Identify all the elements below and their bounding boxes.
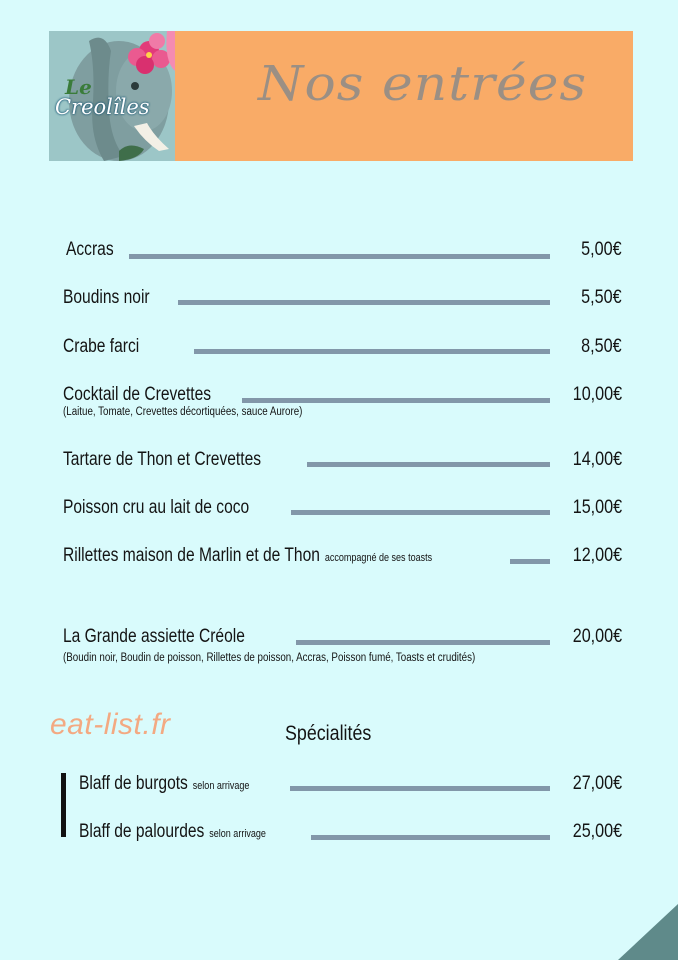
menu-item-price: 8,50€ [581, 336, 622, 357]
section-title-specialites: Spécialités [285, 722, 372, 745]
leader-line [307, 462, 550, 467]
menu-item [63, 283, 622, 313]
menu-item-name [63, 545, 432, 567]
logo-text-name: Creolîles [55, 95, 150, 119]
menu-item-price: 15,00€ [572, 497, 622, 518]
menu-item-name: Accras [66, 239, 114, 260]
menu-item [63, 445, 622, 475]
specialites-marker [61, 773, 66, 837]
menu-item-name: Boudins noir [63, 287, 150, 308]
leader-line [194, 349, 550, 354]
menu-item-note: accompagné de ses toasts [324, 552, 433, 564]
specialite-price: 27,00€ [572, 773, 622, 794]
leader-line [129, 254, 550, 259]
specialite-name [79, 773, 249, 795]
specialite-name [79, 821, 266, 843]
menu-item [63, 541, 622, 571]
menu-item-name-text: Rillettes maison de Marlin et de Thon [63, 545, 320, 566]
menu-item-price: 14,00€ [572, 449, 622, 470]
menu-item-price: 20,00€ [572, 626, 622, 647]
menu-item-price: 10,00€ [572, 384, 622, 405]
specialite-item [79, 769, 622, 799]
specialite-note: selon arrivage [192, 780, 250, 792]
menu-item [63, 622, 622, 652]
specialite-name-text: Blaff de palourdes [79, 821, 205, 842]
watermark: eat-list.fr [50, 708, 171, 741]
specialite-name-text: Blaff de burgots [79, 773, 188, 794]
menu-item [63, 235, 622, 265]
specialite-price: 25,00€ [572, 821, 622, 842]
menu-item-price: 5,50€ [581, 287, 622, 308]
page-title: Nos entrées [258, 56, 588, 112]
menu-item-price: 5,00€ [581, 239, 622, 260]
menu-item-name: Cocktail de Crevettes [63, 384, 212, 405]
menu-item-price: 12,00€ [572, 545, 622, 566]
menu-item [63, 332, 622, 362]
leader-line [311, 835, 550, 840]
leader-line [291, 510, 550, 515]
leader-line [178, 300, 550, 305]
menu-item-description: (Laitue, Tomate, Crevettes décortiquées, sauce Aurore) [63, 406, 303, 418]
menu-item-description: (Boudin noir, Boudin de poisson, Rillettes de poisson, Accras, Poisson fumé, Toasts et crudités) [63, 652, 476, 664]
leader-line [242, 398, 550, 403]
logo-text-le: Le [65, 75, 92, 99]
specialite-note: selon arrivage [209, 828, 266, 840]
menu-item [63, 493, 622, 523]
leader-line [296, 640, 550, 645]
menu-item-name: La Grande assiette Créole [63, 626, 245, 647]
menu-item-name: Tartare de Thon et Crevettes [63, 449, 262, 470]
menu-item-name: Crabe farci [63, 336, 140, 357]
leader-line [290, 786, 550, 791]
leader-line [510, 559, 550, 564]
specialite-item [79, 817, 622, 847]
menu-item-name: Poisson cru au lait de coco [63, 497, 250, 518]
corner-triangle [618, 904, 678, 960]
